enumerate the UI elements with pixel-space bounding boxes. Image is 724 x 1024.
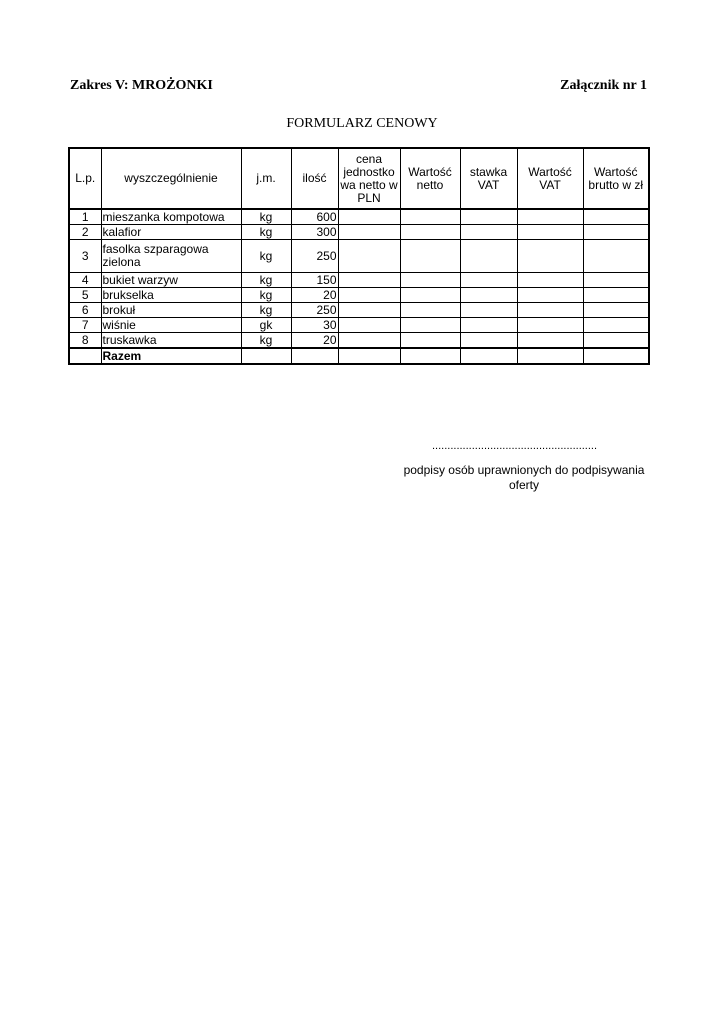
row-number: 2: [69, 225, 101, 240]
page-title: FORMULARZ CENOWY: [286, 116, 438, 131]
total-vat-rate-cell[interactable]: [460, 348, 517, 364]
quantity-cell: 20: [291, 288, 338, 303]
net-value-cell[interactable]: [400, 240, 460, 273]
unit-price-cell[interactable]: [338, 318, 400, 333]
unit-cell: kg: [241, 240, 291, 273]
quantity-cell: 20: [291, 333, 338, 349]
table-row: [69, 303, 649, 318]
item-name: wiśnie: [101, 318, 241, 333]
gross-value-cell[interactable]: [583, 273, 649, 288]
gross-value-cell[interactable]: [583, 318, 649, 333]
column-header: ilość: [291, 148, 338, 209]
row-number: 5: [69, 288, 101, 303]
vat-rate-cell[interactable]: [460, 318, 517, 333]
net-value-cell[interactable]: [400, 225, 460, 240]
unit-cell: kg: [241, 333, 291, 349]
table-row: [69, 225, 649, 240]
net-value-cell[interactable]: [400, 318, 460, 333]
signature-caption: podpisy osób uprawnionych do podpisywania oferty: [403, 463, 645, 492]
vat-value-cell[interactable]: [517, 225, 583, 240]
vat-value-cell[interactable]: [517, 303, 583, 318]
row-number: 1: [69, 209, 101, 225]
total-unit-price-cell[interactable]: [338, 348, 400, 364]
empty-cell: [69, 348, 101, 364]
vat-value-cell[interactable]: [517, 318, 583, 333]
item-name: brukselka: [101, 288, 241, 303]
item-name: mieszanka kompotowa: [101, 209, 241, 225]
unit-cell: kg: [241, 288, 291, 303]
row-number: 3: [69, 240, 101, 273]
table-row: [69, 240, 649, 273]
gross-value-cell[interactable]: [583, 209, 649, 225]
column-header: L.p.: [69, 148, 101, 209]
vat-value-cell[interactable]: [517, 209, 583, 225]
total-row: [69, 348, 649, 364]
quantity-cell: 600: [291, 209, 338, 225]
gross-value-cell[interactable]: [583, 240, 649, 273]
quantity-cell: 300: [291, 225, 338, 240]
vat-rate-cell[interactable]: [460, 303, 517, 318]
total-net-value-cell[interactable]: [400, 348, 460, 364]
unit-cell: kg: [241, 209, 291, 225]
column-header: Wartość netto: [400, 148, 460, 209]
vat-rate-cell[interactable]: [460, 225, 517, 240]
net-value-cell[interactable]: [400, 303, 460, 318]
table-header-row: [69, 148, 649, 209]
empty-cell: [241, 348, 291, 364]
attachment-label: Załącznik nr 1: [560, 78, 647, 93]
unit-cell: kg: [241, 303, 291, 318]
unit-price-cell[interactable]: [338, 333, 400, 349]
row-number: 4: [69, 273, 101, 288]
quantity-cell: 250: [291, 303, 338, 318]
item-name: truskawka: [101, 333, 241, 349]
row-number: 6: [69, 303, 101, 318]
vat-value-cell[interactable]: [517, 333, 583, 349]
column-header: Wartość VAT: [517, 148, 583, 209]
gross-value-cell[interactable]: [583, 288, 649, 303]
total-vat-value-cell[interactable]: [517, 348, 583, 364]
row-number: 8: [69, 333, 101, 349]
vat-rate-cell[interactable]: [460, 288, 517, 303]
net-value-cell[interactable]: [400, 209, 460, 225]
unit-price-cell[interactable]: [338, 288, 400, 303]
unit-cell: gk: [241, 318, 291, 333]
total-label: Razem: [101, 348, 241, 364]
column-header: Wartość brutto w zł: [583, 148, 649, 209]
item-name: bukiet warzyw: [101, 273, 241, 288]
table-row: [69, 288, 649, 303]
gross-value-cell[interactable]: [583, 333, 649, 349]
row-number: 7: [69, 318, 101, 333]
unit-price-cell[interactable]: [338, 273, 400, 288]
unit-price-cell[interactable]: [338, 303, 400, 318]
unit-cell: kg: [241, 225, 291, 240]
column-header: j.m.: [241, 148, 291, 209]
unit-price-cell[interactable]: [338, 209, 400, 225]
unit-cell: kg: [241, 273, 291, 288]
signature-line: ......................................................: [432, 440, 598, 452]
column-header: stawka VAT: [460, 148, 517, 209]
unit-price-cell[interactable]: [338, 240, 400, 273]
item-name: kalafior: [101, 225, 241, 240]
unit-price-cell[interactable]: [338, 225, 400, 240]
vat-rate-cell[interactable]: [460, 240, 517, 273]
price-form-table: [68, 147, 650, 365]
total-gross-value-cell[interactable]: [583, 348, 649, 364]
scope-heading: Zakres V: MROŻONKI: [70, 78, 213, 93]
gross-value-cell[interactable]: [583, 225, 649, 240]
table-row: [69, 209, 649, 225]
vat-value-cell[interactable]: [517, 288, 583, 303]
vat-value-cell[interactable]: [517, 273, 583, 288]
table-row: [69, 273, 649, 288]
item-name: brokuł: [101, 303, 241, 318]
vat-value-cell[interactable]: [517, 240, 583, 273]
vat-rate-cell[interactable]: [460, 333, 517, 349]
vat-rate-cell[interactable]: [460, 273, 517, 288]
net-value-cell[interactable]: [400, 333, 460, 349]
quantity-cell: 150: [291, 273, 338, 288]
gross-value-cell[interactable]: [583, 303, 649, 318]
quantity-cell: 250: [291, 240, 338, 273]
column-header: wyszczególnienie: [101, 148, 241, 209]
empty-cell: [291, 348, 338, 364]
net-value-cell[interactable]: [400, 273, 460, 288]
table-row: [69, 318, 649, 333]
column-header: cena jednostko wa netto w PLN: [338, 148, 400, 209]
item-name: fasolka szparagowa zielona: [101, 240, 241, 273]
table-row: [69, 333, 649, 349]
vat-rate-cell[interactable]: [460, 209, 517, 225]
quantity-cell: 30: [291, 318, 338, 333]
net-value-cell[interactable]: [400, 288, 460, 303]
